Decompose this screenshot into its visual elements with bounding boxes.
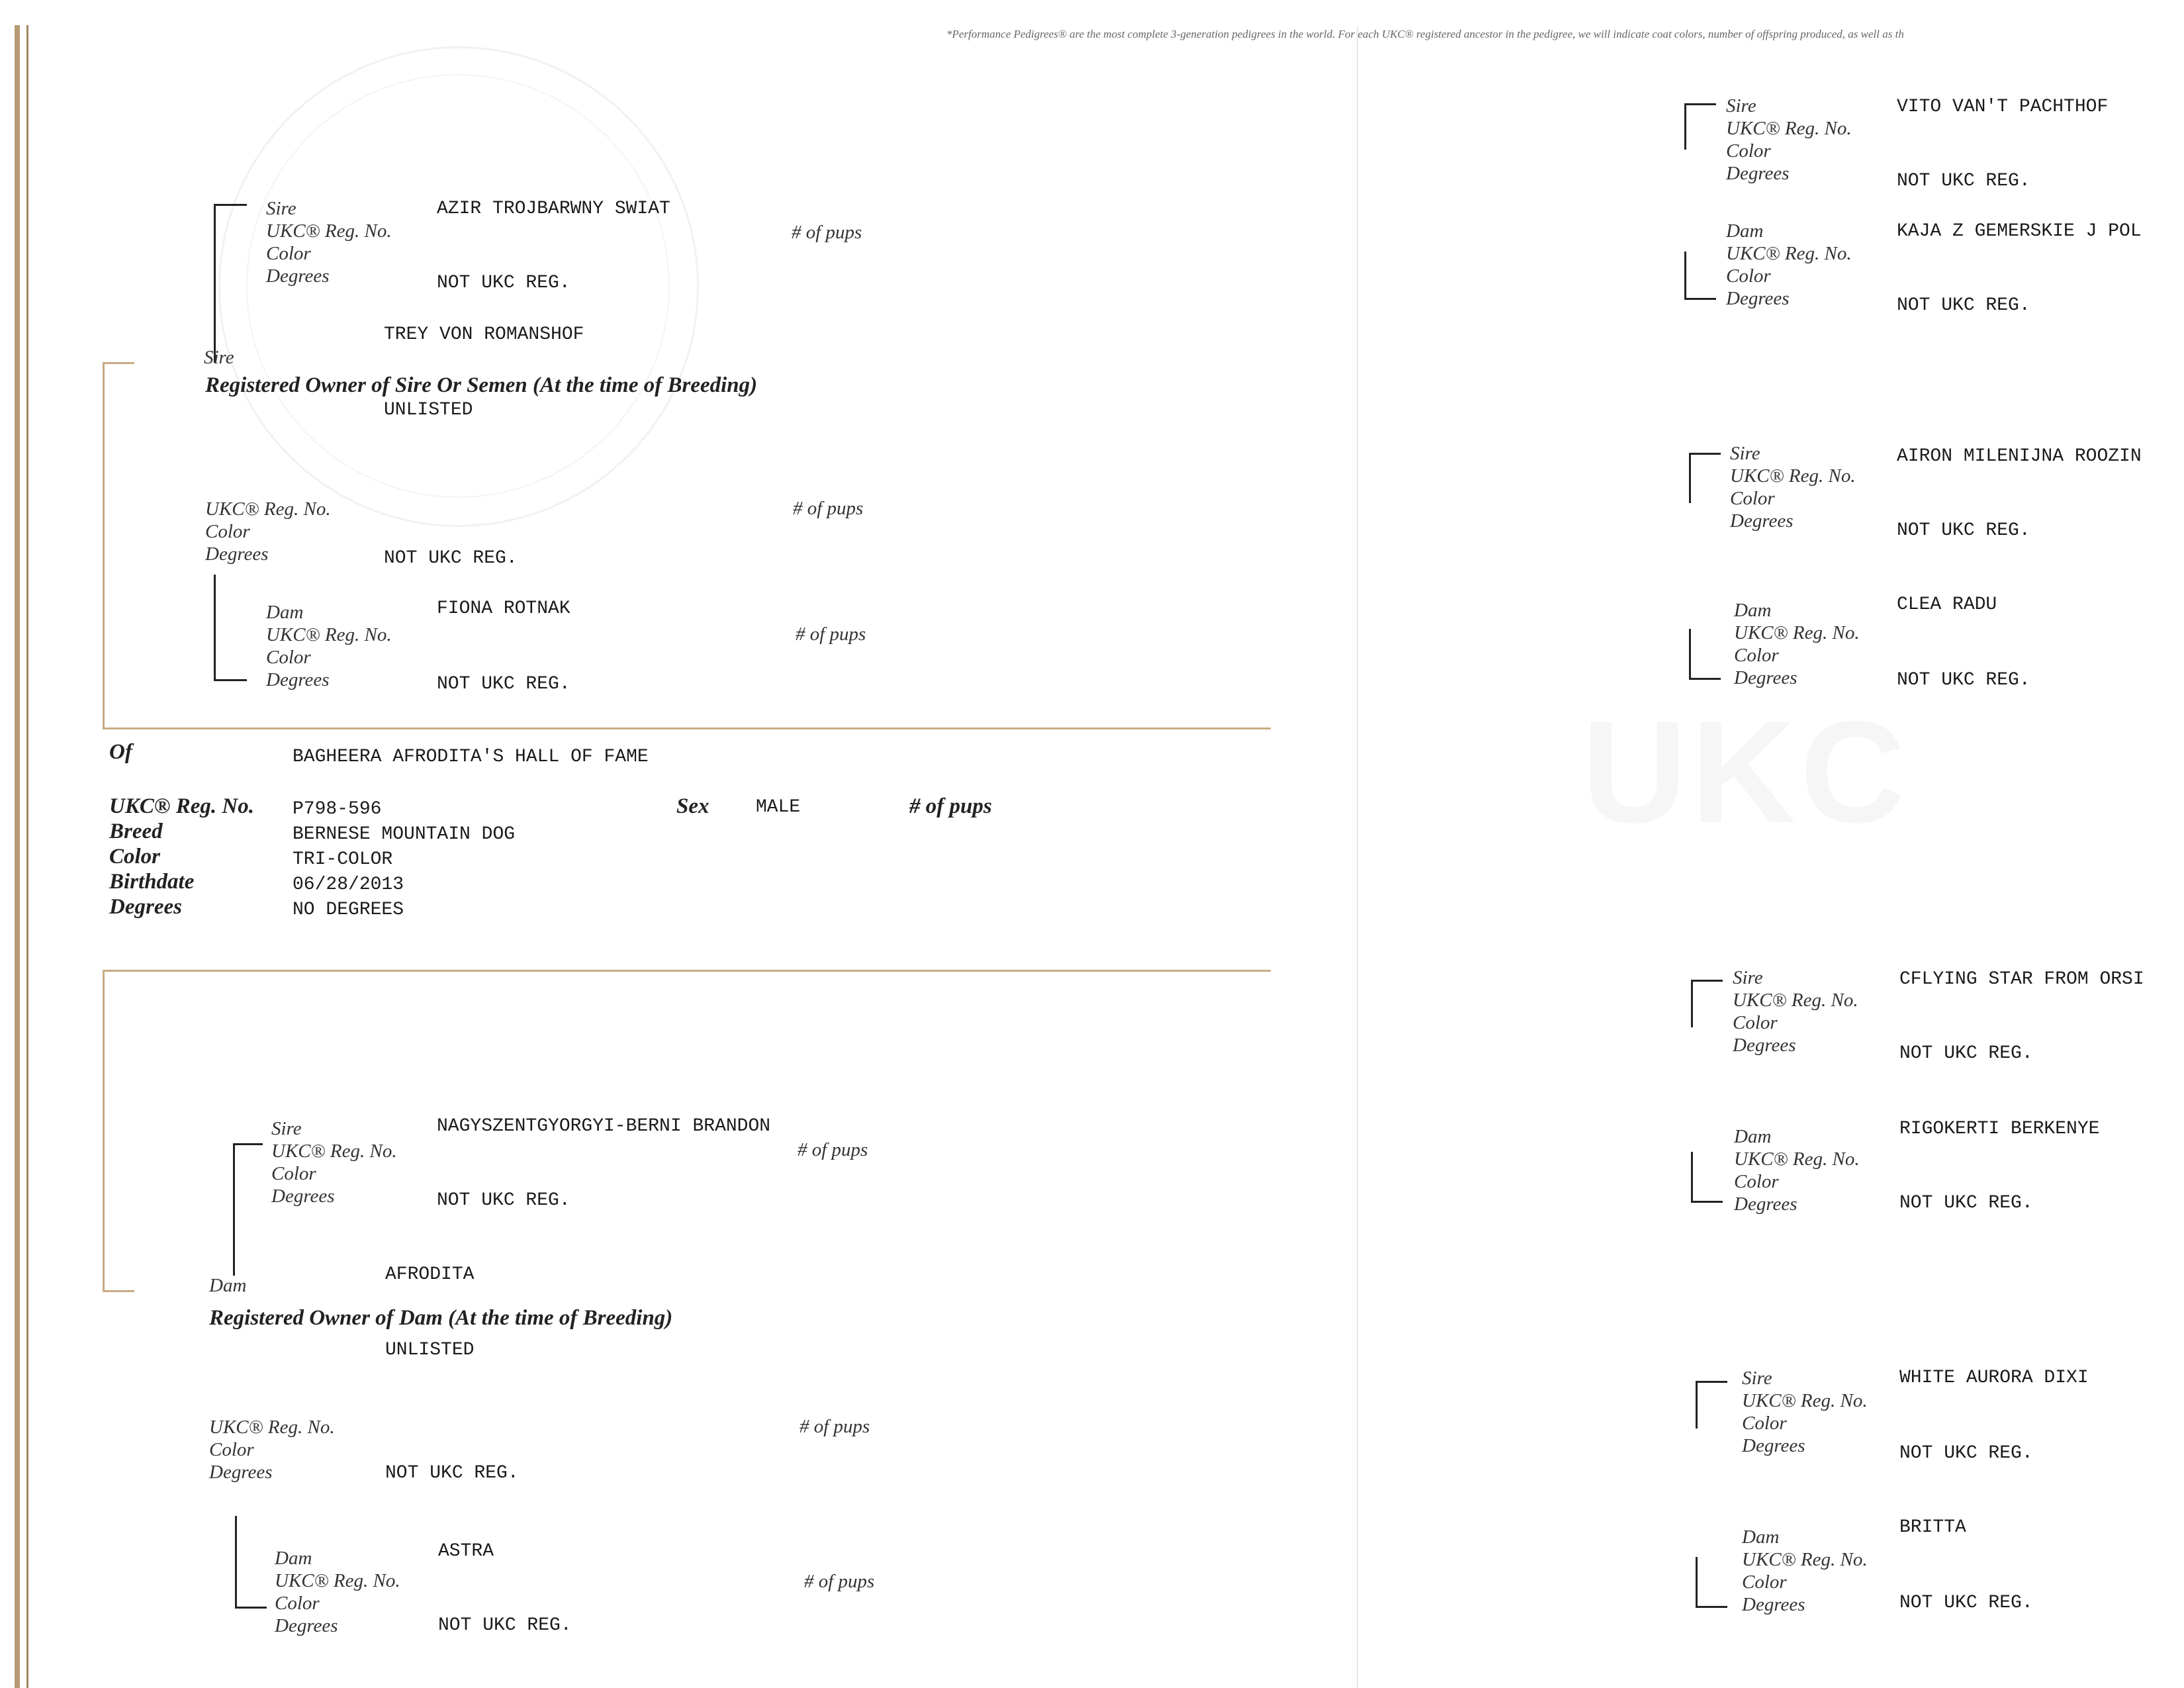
- degrees-label: Degrees: [205, 543, 269, 565]
- ancestor-degrees: NOT UKC REG.: [1899, 1443, 2033, 1464]
- reg-no-label: UKC® Reg. No.: [1734, 622, 1860, 643]
- sire-label: Sire: [271, 1118, 302, 1139]
- dog-sex: MALE: [756, 797, 801, 818]
- dam-owner: UNLISTED: [385, 1340, 475, 1360]
- sire-label: Sire: [1726, 95, 1756, 117]
- dam-label: Dam: [209, 1275, 247, 1296]
- sire-label: Sire: [204, 347, 234, 368]
- reg-no-label: UKC® Reg. No.: [275, 1570, 400, 1591]
- reg-no-label: UKC® Reg. No.: [109, 794, 254, 818]
- color-label: Color: [1742, 1413, 1787, 1434]
- dam-label: Dam: [1726, 220, 1764, 242]
- color-label: Color: [275, 1593, 320, 1614]
- color-label: Color: [1742, 1571, 1787, 1593]
- ancestor-degrees: NOT UKC REG.: [437, 674, 570, 694]
- ancestor-labels: [271, 1117, 397, 1207]
- watermark-logo: UKC: [1582, 690, 1909, 853]
- dam-label: Dam: [266, 602, 304, 623]
- color-label: Color: [266, 647, 311, 668]
- sire-label: Sire: [1742, 1368, 1772, 1389]
- reg-no-label: UKC® Reg. No.: [1742, 1390, 1868, 1411]
- bracket-vertical: [233, 1143, 235, 1276]
- bracket-top: [214, 204, 247, 206]
- degrees-label: Degrees: [1733, 1035, 1796, 1056]
- ancestor-name: KAJA Z GEMERSKIE J POL: [1897, 221, 2142, 242]
- color-label: Color: [266, 243, 311, 264]
- ancestor-degrees: NOT UKC REG.: [1897, 520, 2030, 541]
- ancestor-degrees: NOT UKC REG.: [438, 1615, 572, 1636]
- degrees-label: Degrees: [209, 1462, 273, 1483]
- pups-label: # of pups: [804, 1571, 875, 1592]
- bracket-top: [1684, 103, 1716, 105]
- degrees-label: Degrees: [266, 265, 330, 287]
- ancestor-labels: [1742, 1367, 1868, 1457]
- degrees-label: Degrees: [1730, 510, 1794, 532]
- ancestor-labels: [1742, 1526, 1868, 1616]
- reg-no-label: UKC® Reg. No.: [1726, 243, 1852, 264]
- owner-dam-label: Registered Owner of Dam (At the time of Breeding): [209, 1306, 673, 1330]
- bracket-vertical: [1684, 103, 1686, 150]
- ancestor-degrees: NOT UKC REG.: [1899, 1043, 2033, 1064]
- reg-no-label: UKC® Reg. No.: [1730, 465, 1856, 487]
- pups-label: # of pups: [792, 222, 862, 243]
- bracket-vertical: [235, 1516, 237, 1609]
- bracket-top: [1689, 453, 1721, 455]
- sire-name: TREY VON ROMANSHOF: [384, 324, 584, 345]
- color-label: Color: [1730, 488, 1775, 509]
- reg-no-label: UKC® Reg. No.: [1733, 990, 1858, 1011]
- bracket-vertical: [1691, 1152, 1693, 1202]
- ancestor-name: VITO VAN'T PACHTHOF: [1897, 97, 2109, 117]
- dam-detail-labels: [209, 1416, 335, 1483]
- of-label: Of: [109, 740, 132, 764]
- dog-degrees: NO DEGREES: [293, 900, 404, 920]
- degrees-label: Degrees: [1734, 667, 1797, 688]
- ancestor-labels: [266, 197, 392, 287]
- color-label: Color: [271, 1163, 316, 1184]
- ancestor-degrees: NOT UKC REG.: [1897, 171, 2030, 191]
- ancestor-name: FIONA ROTNAK: [437, 598, 570, 619]
- bracket-bottom: [1696, 1606, 1727, 1608]
- ancestor-name: CFLYING STAR FROM ORSI: [1899, 969, 2144, 990]
- color-label: Color: [1734, 1171, 1779, 1192]
- sire-owner: UNLISTED: [384, 400, 473, 420]
- ancestor-degrees: NOT UKC REG.: [1897, 670, 2030, 690]
- pups-label: # of pups: [793, 498, 864, 519]
- ancestor-labels: [1733, 966, 1858, 1056]
- pups-label: # of pups: [796, 624, 866, 645]
- degrees-label: Degrees: [1742, 1594, 1805, 1615]
- bracket-vertical: [1684, 252, 1686, 299]
- color-label: Color: [205, 521, 250, 542]
- dam-label: Dam: [1734, 1126, 1772, 1147]
- ancestor-labels: [1726, 95, 1852, 185]
- dam-section-rule: [103, 970, 1271, 972]
- reg-no-label: UKC® Reg. No.: [271, 1141, 397, 1162]
- bracket-vertical: [214, 575, 216, 680]
- ancestor-name: AZIR TROJBARWNY SWIAT: [437, 199, 670, 219]
- bracket-top: [1691, 980, 1723, 982]
- ancestor-labels: [1726, 220, 1852, 310]
- degrees-label: Degrees: [266, 669, 330, 690]
- sire-label: Sire: [1733, 967, 1763, 988]
- sire-label: Sire: [1730, 443, 1760, 464]
- owner-sire-label: Registered Owner of Sire Or Semen (At the time of Breeding): [205, 373, 758, 397]
- degrees-label: Degrees: [1726, 163, 1790, 184]
- dam-name: AFRODITA: [385, 1264, 475, 1285]
- bracket-vertical: [214, 204, 216, 363]
- color-label: Color: [1733, 1012, 1778, 1033]
- bracket-vertical: [1689, 453, 1691, 503]
- reg-no-label: UKC® Reg. No.: [205, 498, 331, 520]
- ancestor-name: ASTRA: [438, 1541, 494, 1562]
- ancestor-degrees: NOT UKC REG.: [437, 273, 570, 293]
- ancestor-labels: [266, 601, 392, 691]
- page-border: [15, 25, 20, 1688]
- sire-detail-labels: [205, 498, 331, 565]
- bracket-top: [1696, 1381, 1727, 1383]
- pups-label: # of pups: [799, 1416, 870, 1437]
- reg-no-label: UKC® Reg. No.: [266, 624, 392, 645]
- header-note: *Performance Pedigrees® are the most complete 3-generation pedigrees in the world. For each UKC® registered ancestor in the pedigree, we will indicate coat colors, number of offspring produced, as well as th: [946, 28, 1904, 40]
- ancestor-name: CLEA RADU: [1897, 594, 1997, 615]
- degrees-label: Degrees: [275, 1615, 338, 1636]
- bracket-bottom: [1689, 678, 1721, 680]
- dam-label: Dam: [1742, 1526, 1780, 1548]
- ancestor-labels: [1730, 442, 1856, 532]
- sire-section-rule: [103, 727, 1271, 729]
- bracket-bottom: [1684, 298, 1716, 300]
- bracket-vertical: [1696, 1557, 1698, 1607]
- ancestor-name: NAGYSZENTGYORGYI-BERNI BRANDON: [437, 1116, 771, 1137]
- degrees-label: Degrees: [1726, 288, 1790, 309]
- dog-values: [293, 797, 515, 923]
- ancestor-degrees: NOT UKC REG.: [1899, 1593, 2033, 1613]
- pups-label: # of pups: [909, 794, 992, 818]
- ancestor-name: BRITTA: [1899, 1517, 1966, 1538]
- dog-breed: BERNESE MOUNTAIN DOG: [293, 824, 516, 845]
- ancestor-labels: [275, 1547, 400, 1637]
- reg-no-label: UKC® Reg. No.: [1742, 1549, 1868, 1570]
- dam-bracket-vertical: [103, 970, 105, 1291]
- page-fold: [1357, 26, 1358, 1688]
- dam-label: Dam: [1734, 600, 1772, 621]
- dam-bracket-bottom: [103, 1290, 134, 1292]
- reg-no-label: UKC® Reg. No.: [209, 1417, 335, 1438]
- dam-degrees: NOT UKC REG.: [385, 1463, 519, 1483]
- degrees-label: Degrees: [271, 1186, 335, 1207]
- color-label: Color: [1726, 265, 1771, 287]
- bracket-vertical: [1691, 980, 1693, 1027]
- sire-degrees: NOT UKC REG.: [384, 548, 518, 569]
- degrees-label: Degrees: [1734, 1194, 1797, 1215]
- ancestor-labels: [1734, 599, 1860, 689]
- reg-no-label: UKC® Reg. No.: [266, 220, 392, 242]
- ancestor-name: AIRON MILENIJNA ROOZIN: [1897, 446, 2142, 467]
- ancestor-name: RIGOKERTI BERKENYE: [1899, 1119, 2100, 1139]
- reg-no-label: UKC® Reg. No.: [1726, 118, 1852, 139]
- color-label: Color: [1726, 140, 1771, 162]
- ancestor-degrees: NOT UKC REG.: [1899, 1193, 2033, 1213]
- bracket-top: [233, 1143, 263, 1145]
- ancestor-labels: [1734, 1125, 1860, 1215]
- bracket-bottom: [235, 1607, 267, 1609]
- bracket-vertical: [1696, 1381, 1698, 1429]
- ancestor-name: WHITE AURORA DIXI: [1899, 1368, 2089, 1388]
- color-label: Color: [1734, 645, 1779, 666]
- dog-name: BAGHEERA AFRODITA'S HALL OF FAME: [293, 747, 649, 767]
- breed-label: Breed: [109, 820, 163, 843]
- sire-bracket-top: [103, 362, 134, 364]
- dog-birthdate: 06/28/2013: [293, 874, 404, 895]
- ancestor-degrees: NOT UKC REG.: [1897, 295, 2030, 316]
- degrees-label: Degrees: [1742, 1435, 1805, 1456]
- bracket-vertical: [1689, 629, 1691, 679]
- dam-label: Dam: [275, 1548, 312, 1569]
- bracket-bottom: [1691, 1201, 1723, 1203]
- color-label: Color: [209, 1439, 254, 1460]
- degrees-label: Degrees: [109, 895, 182, 919]
- birthdate-label: Birthdate: [109, 870, 195, 894]
- pups-label: # of pups: [797, 1139, 868, 1160]
- sire-bracket-vertical: [103, 362, 105, 729]
- sex-label: Sex: [676, 794, 709, 818]
- sire-label: Sire: [266, 198, 296, 219]
- color-label: Color: [109, 845, 161, 868]
- page-border-inner: [26, 25, 28, 1688]
- reg-no-label: UKC® Reg. No.: [1734, 1149, 1860, 1170]
- dog-labels: [109, 794, 254, 919]
- dog-color: TRI-COLOR: [293, 849, 393, 870]
- ancestor-degrees: NOT UKC REG.: [437, 1190, 570, 1211]
- dog-reg-no: P798-596: [293, 799, 382, 820]
- bracket-bottom: [214, 679, 247, 681]
